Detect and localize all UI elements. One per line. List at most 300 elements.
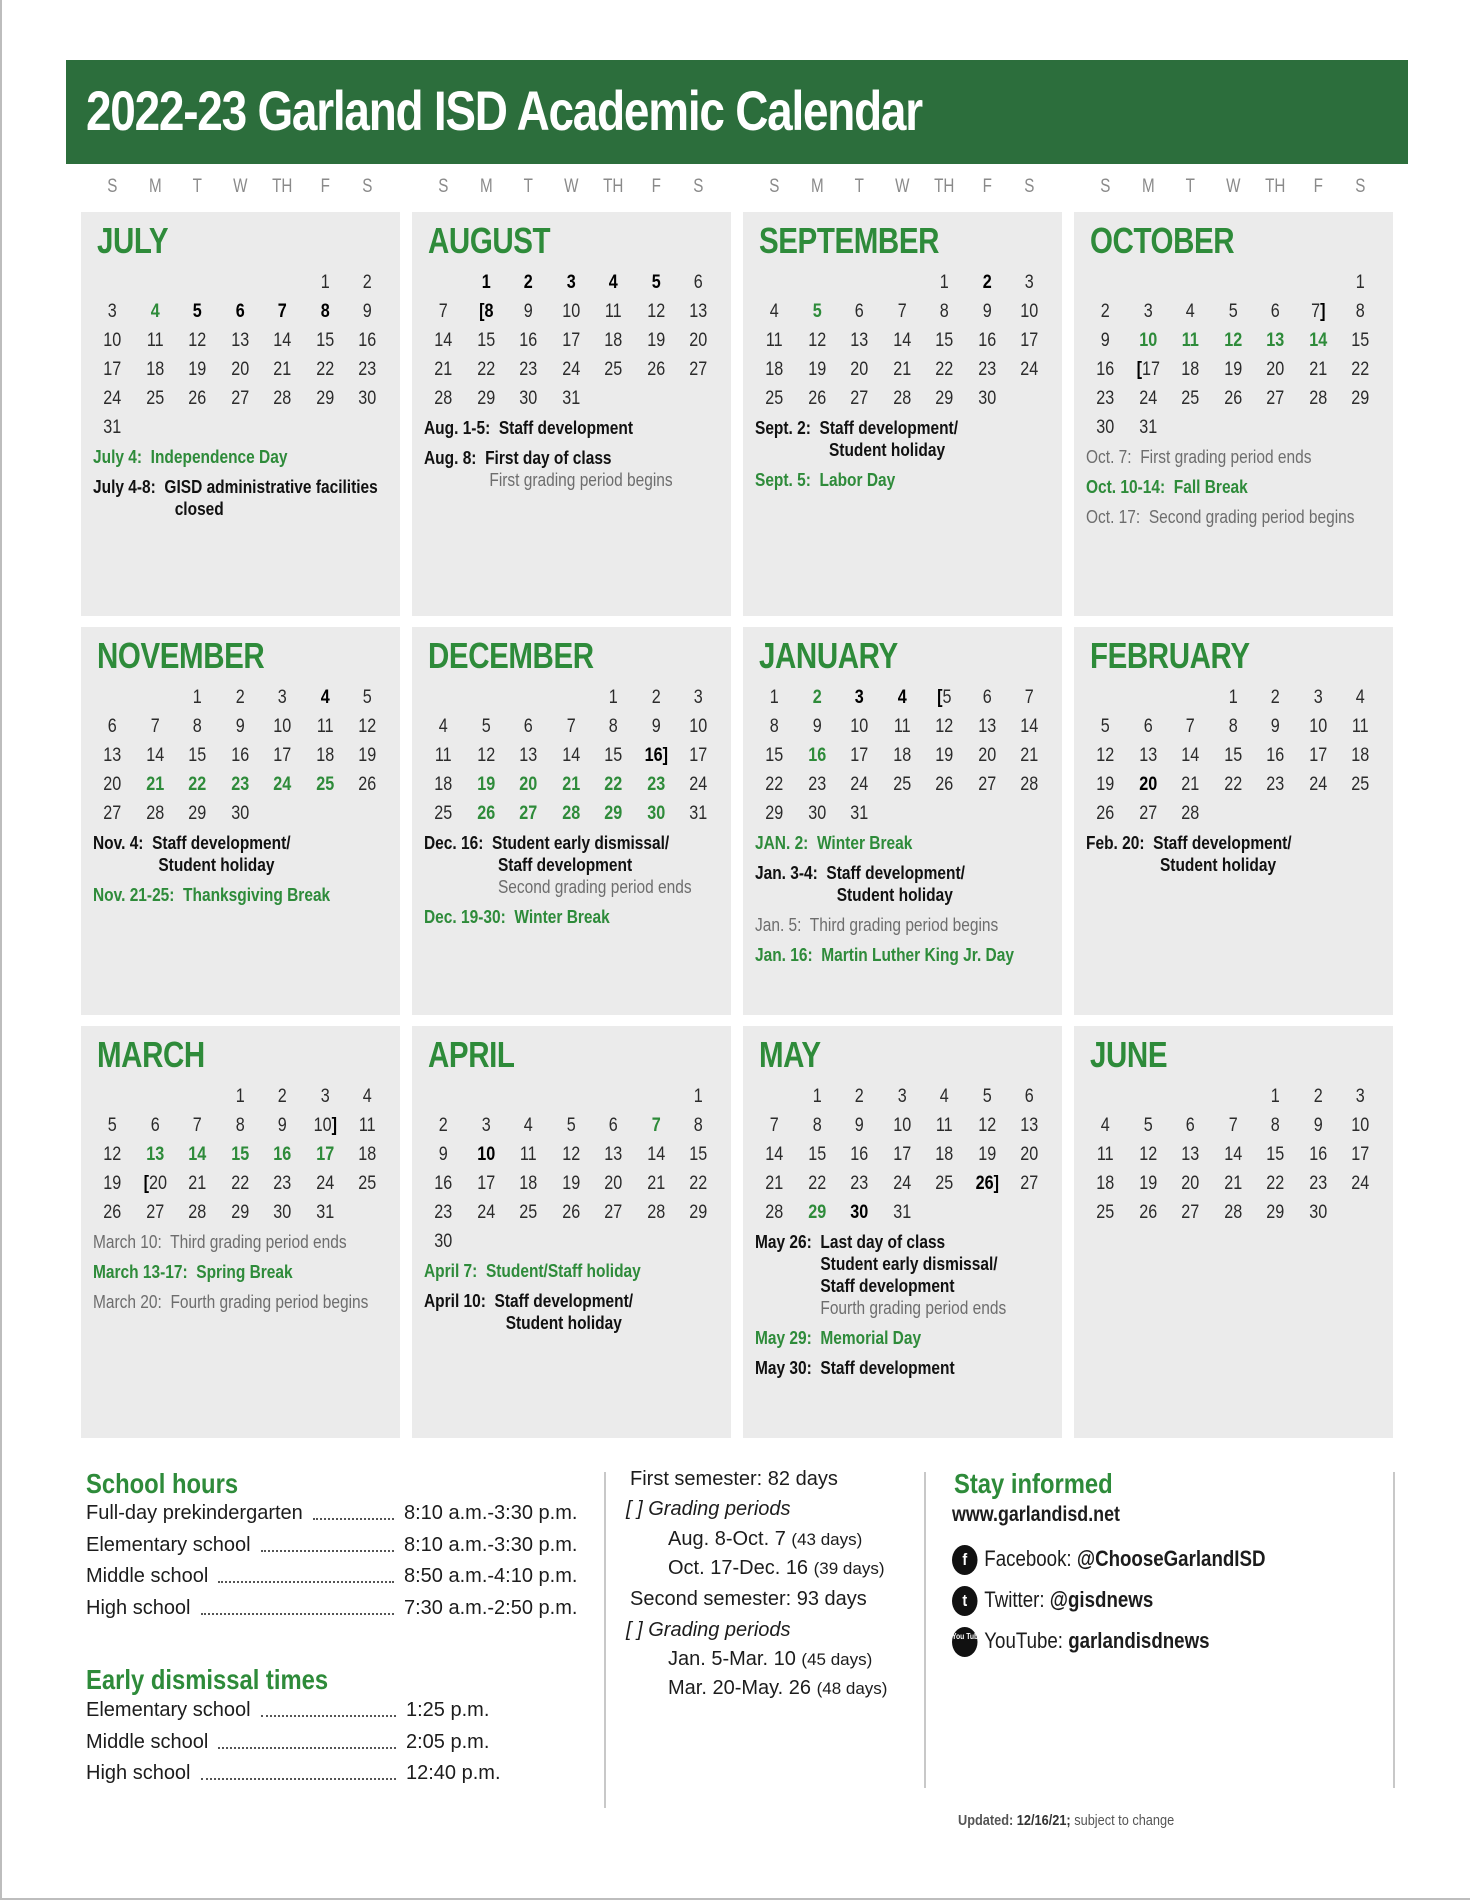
hours-value: 2:05 p.m. (406, 1730, 490, 1753)
calendar-day: 17 (273, 745, 292, 766)
day-grid (753, 268, 1051, 413)
hours-row (86, 1502, 586, 1532)
calendar-day: 15 (807, 1144, 826, 1165)
leader-dots (201, 1613, 394, 1615)
month-june (1074, 1026, 1393, 1438)
hours-label: Elementary school (86, 1533, 251, 1556)
empty-cell (1130, 268, 1166, 297)
month-notes (93, 446, 394, 528)
calendar-day: 9 (812, 716, 822, 737)
empty-cell (94, 1082, 130, 1111)
calendar-day: 22 (689, 1173, 708, 1194)
calendar-day: 18 (434, 774, 453, 795)
calendar-day: 1 (481, 272, 491, 293)
day-grid (91, 683, 389, 828)
calendar-day: 17 (103, 359, 122, 380)
hours-label: Middle school (86, 1730, 209, 1753)
calendar-day: 30 (434, 1231, 453, 1252)
calendar-day: 14 (145, 745, 164, 766)
calendar-day: 26 (562, 1202, 580, 1223)
calendar-day: 7 (192, 1115, 202, 1136)
empty-cell (468, 683, 504, 712)
weekday-label: W (232, 176, 248, 197)
calendar-day: 24 (476, 1202, 495, 1223)
first-period-1: Aug. 8-Oct. 7 (43 days) (668, 1528, 863, 1550)
calendar-day: 28 (765, 1202, 784, 1223)
website-link[interactable]: www.garlandisd.net (952, 1503, 1120, 1526)
calendar-day: 6 (1143, 716, 1153, 737)
calendar-day: 12 (476, 745, 495, 766)
calendar-day: 18 (765, 359, 784, 380)
month-name: APRIL (428, 1034, 515, 1075)
calendar-day: 6 (150, 1115, 160, 1136)
calendar-day: 6 (1185, 1115, 1195, 1136)
calendar-day: 6 (982, 687, 992, 708)
calendar-day: 29 (188, 803, 207, 824)
calendar-day: 1 (609, 687, 619, 708)
youtube-link[interactable]: You Tube YouTube: garlandisdnews (952, 1627, 1210, 1657)
day-grid (422, 683, 720, 828)
calendar-day: 7 (1228, 1115, 1238, 1136)
calendar-day: 10 (850, 716, 869, 737)
calendar-day: 5 (651, 272, 661, 293)
empty-cell (553, 683, 589, 712)
calendar-day: 23 (647, 774, 666, 795)
calendar-day: [8 (478, 301, 494, 322)
calendar-day: 27 (103, 803, 122, 824)
weekday-label: M (1141, 176, 1155, 197)
hours-row (86, 1534, 586, 1564)
calendar-day: 13 (1138, 745, 1157, 766)
calendar-day: 19 (476, 774, 495, 795)
calendar-note: JAN. 2: Winter Break (755, 833, 913, 853)
calendar-day: 22 (188, 774, 207, 795)
calendar-day: 23 (519, 359, 538, 380)
weekday-label: W (563, 176, 579, 197)
calendar-day: 10 (1351, 1115, 1370, 1136)
calendar-day: 22 (1351, 359, 1370, 380)
calendar-day: 19 (1138, 1173, 1157, 1194)
calendar-day: 8 (940, 301, 950, 322)
calendar-day: 15 (935, 330, 954, 351)
day-grid (753, 1082, 1051, 1227)
calendar-day: [17 (1136, 359, 1160, 380)
calendar-day: 13 (1020, 1115, 1039, 1136)
twitter-link[interactable]: t Twitter: @gisdnews (952, 1586, 1153, 1616)
divider-mid (924, 1472, 926, 1788)
calendar-day: 22 (935, 359, 954, 380)
calendar-day: 8 (769, 716, 779, 737)
calendar-note: Feb. 20: Staff development/ Student holiday (1086, 833, 1292, 875)
calendar-day: 18 (935, 1144, 954, 1165)
calendar-day: 1 (812, 1086, 822, 1107)
hours-row (86, 1762, 586, 1792)
calendar-day: 14 (1020, 716, 1039, 737)
calendar-day: 11 (316, 716, 334, 737)
second-grading-periods: [ ] Grading periods (626, 1619, 791, 1641)
calendar-day: 21 (1181, 774, 1200, 795)
calendar-day: 29 (316, 388, 335, 409)
weekday-label: TH (603, 176, 624, 197)
calendar-day: 4 (523, 1115, 533, 1136)
calendar-day: 6 (235, 301, 245, 322)
day-grid (753, 683, 1051, 828)
month-notes (424, 832, 725, 936)
calendar-day: 12 (1096, 745, 1115, 766)
calendar-day: 25 (893, 774, 911, 795)
weekday-header-row (422, 176, 720, 198)
calendar-day: 21 (1309, 359, 1328, 380)
leader-dots (313, 1518, 394, 1520)
calendar-day: 11 (893, 716, 911, 737)
leader-dots (218, 1581, 394, 1583)
weekday-label: S (1024, 176, 1035, 197)
month-name: NOVEMBER (97, 635, 265, 676)
calendar-day: 26 (807, 388, 826, 409)
calendar-day: 19 (188, 359, 207, 380)
empty-cell (179, 268, 215, 297)
calendar-day: 16 (1266, 745, 1285, 766)
calendar-day: 13 (978, 716, 997, 737)
weekday-label: T (192, 176, 203, 197)
calendar-day: 24 (1138, 388, 1157, 409)
leader-dots (201, 1778, 396, 1780)
calendar-day: 27 (145, 1202, 164, 1223)
month-name: JANUARY (759, 635, 898, 676)
empty-cell (1087, 683, 1123, 712)
calendar-day: 28 (273, 388, 292, 409)
calendar-day: 10 (1309, 716, 1328, 737)
calendar-day: 29 (765, 803, 784, 824)
weekday-label: M (810, 176, 824, 197)
calendar-day: 5 (481, 716, 491, 737)
calendar-day: 30 (273, 1202, 292, 1223)
calendar-day: 17 (316, 1144, 335, 1165)
calendar-day: 8 (694, 1115, 704, 1136)
calendar-note: May 29: Memorial Day (755, 1328, 922, 1348)
empty-cell (510, 1082, 546, 1111)
second-period-1: Jan. 5-Mar. 10 (45 days) (668, 1648, 873, 1670)
calendar-day: 16 (1096, 359, 1115, 380)
calendar-day: 30 (1309, 1202, 1328, 1223)
calendar-day: 10 (273, 716, 292, 737)
weekday-label: T (523, 176, 534, 197)
calendar-day: 26 (1224, 388, 1242, 409)
calendar-day: 8 (1356, 301, 1366, 322)
calendar-day: 19 (562, 1173, 580, 1194)
calendar-day: 6 (609, 1115, 619, 1136)
calendar-day: 29 (231, 1202, 249, 1223)
early-dismissal-heading: Early dismissal times (86, 1664, 329, 1695)
calendar-day: 8 (320, 301, 330, 322)
calendar-day: 28 (145, 803, 164, 824)
calendar-day: 18 (145, 359, 164, 380)
calendar-day: 11 (359, 1115, 377, 1136)
calendar-day: 30 (807, 803, 826, 824)
calendar-day: 15 (689, 1144, 708, 1165)
empty-cell (222, 268, 258, 297)
weekday-label: F (320, 176, 330, 197)
calendar-day: 9 (235, 716, 245, 737)
calendar-day: 13 (850, 330, 869, 351)
stay-informed-heading: Stay informed (954, 1468, 1113, 1499)
calendar-day: 27 (1020, 1173, 1039, 1194)
calendar-day: 20 (231, 359, 249, 380)
calendar-day: 23 (358, 359, 377, 380)
calendar-day: 25 (765, 388, 784, 409)
calendar-note: Jan. 3-4: Staff development/ Student holiday (755, 863, 965, 905)
title-bar (66, 60, 1408, 164)
calendar-day: 6 (854, 301, 864, 322)
hours-value: 12:40 p.m. (406, 1762, 501, 1784)
empty-cell (1087, 1082, 1123, 1111)
empty-cell (1300, 268, 1336, 297)
calendar-day: 2 (278, 1086, 288, 1107)
weekday-label: T (854, 176, 865, 197)
calendar-day: 11 (434, 745, 452, 766)
leader-dots (261, 1715, 396, 1717)
calendar-day: 7 (1025, 687, 1035, 708)
calendar-day: 20 (1138, 774, 1157, 795)
calendar-day: 10 (103, 330, 122, 351)
month-notes (755, 832, 1056, 974)
day-grid (1084, 268, 1382, 442)
calendar-note: Aug. 8: First day of class First grading period begins (424, 448, 673, 490)
calendar-day: 2 (235, 687, 245, 708)
calendar-day: 28 (1181, 803, 1200, 824)
leader-dots (218, 1747, 396, 1749)
calendar-day: 4 (940, 1086, 950, 1107)
first-period-2: Oct. 17-Dec. 16 (39 days) (668, 1557, 885, 1579)
calendar-day: 10 (689, 716, 708, 737)
calendar-day: 21 (562, 774, 580, 795)
twitter-icon: t (952, 1586, 978, 1616)
calendar-day: 8 (235, 1115, 245, 1136)
calendar-day: 21 (765, 1173, 784, 1194)
calendar-day: 28 (188, 1202, 207, 1223)
calendar-day: 23 (978, 359, 997, 380)
calendar-day: 28 (1020, 774, 1039, 795)
calendar-day: 13 (231, 330, 249, 351)
calendar-day: 31 (689, 803, 708, 824)
calendar-day: 20 (850, 359, 869, 380)
calendar-day: 1 (694, 1086, 704, 1107)
calendar-day: 5 (812, 301, 822, 322)
weekday-label: S (362, 176, 373, 197)
calendar-note: May 30: Staff development (755, 1358, 955, 1378)
hours-row (86, 1699, 586, 1729)
empty-cell (179, 1082, 215, 1111)
calendar-day: 18 (358, 1144, 377, 1165)
calendar-day: 12 (562, 1144, 580, 1165)
calendar-day: 12 (1224, 330, 1242, 351)
calendar-note: Dec. 16: Student early dismissal/ Staff development Second grading period ends (424, 833, 692, 897)
calendar-day: 4 (438, 716, 448, 737)
calendar-day: 15 (188, 745, 207, 766)
calendar-day: 26 (358, 774, 377, 795)
empty-cell (1172, 268, 1208, 297)
calendar-day: 17 (850, 745, 869, 766)
weekday-label: F (1313, 176, 1323, 197)
calendar-day: 12 (647, 301, 666, 322)
calendar-day: 9 (363, 301, 373, 322)
calendar-day: 7 (769, 1115, 779, 1136)
calendar-day: 5 (1228, 301, 1238, 322)
calendar-day: 30 (231, 803, 249, 824)
weekday-header-row (753, 176, 1051, 198)
month-name: DECEMBER (428, 635, 594, 676)
calendar-day: 2 (812, 687, 822, 708)
calendar-day: 27 (978, 774, 997, 795)
calendar-day: 22 (231, 1173, 249, 1194)
calendar-day: 12 (103, 1144, 122, 1165)
month-notes (755, 1231, 1056, 1387)
calendar-day: 16 (850, 1144, 869, 1165)
calendar-day: 26 (188, 388, 207, 409)
weekday-header-row (91, 176, 389, 198)
calendar-day: 23 (434, 1202, 453, 1223)
month-notes (1086, 446, 1387, 536)
calendar-day: 28 (434, 388, 453, 409)
calendar-day: 3 (107, 301, 117, 322)
calendar-day: 23 (850, 1173, 869, 1194)
calendar-day: 30 (647, 803, 666, 824)
calendar-day: 21 (145, 774, 164, 795)
calendar-day: 2 (363, 272, 373, 293)
calendar-day: 11 (605, 301, 622, 322)
calendar-day: 19 (103, 1173, 122, 1194)
calendar-day: 4 (1100, 1115, 1110, 1136)
calendar-day: 9 (523, 301, 533, 322)
calendar-day: 10 (562, 301, 580, 322)
weekday-label: S (769, 176, 780, 197)
calendar-note: April 7: Student/Staff holiday (424, 1261, 641, 1281)
empty-cell (553, 1082, 589, 1111)
calendar-day: 31 (103, 417, 122, 438)
calendar-day: 27 (231, 388, 249, 409)
calendar-day: 9 (651, 716, 661, 737)
day-grid (1084, 1082, 1382, 1227)
calendar-note: March 10: Third grading period ends (93, 1232, 347, 1252)
calendar-day: 3 (278, 687, 288, 708)
calendar-note: Sept. 5: Labor Day (755, 470, 896, 490)
calendar-day: 6 (107, 716, 117, 737)
calendar-day: 7 (1185, 716, 1195, 737)
calendar-day: 26 (935, 774, 954, 795)
calendar-day: 17 (476, 1173, 495, 1194)
calendar-day: [5 (937, 687, 952, 708)
hours-row (86, 1565, 586, 1595)
calendar-day: 20 (1181, 1173, 1200, 1194)
weekday-label: M (148, 176, 162, 197)
calendar-note: May 26: Last day of class Student early dismissal/ Staff development Fourth grading period ends (755, 1232, 1007, 1318)
calendar-day: 25 (358, 1173, 377, 1194)
calendar-day: 20 (1266, 359, 1285, 380)
calendar-day: 19 (1096, 774, 1115, 795)
calendar-day: 1 (1271, 1086, 1281, 1107)
empty-cell (595, 1082, 631, 1111)
calendar-day: 27 (1138, 803, 1157, 824)
empty-cell (137, 1082, 173, 1111)
empty-cell (137, 683, 173, 712)
calendar-day: 9 (854, 1115, 864, 1136)
calendar-day: 18 (519, 1173, 538, 1194)
calendar-day: 4 (363, 1086, 373, 1107)
calendar-day: 24 (689, 774, 708, 795)
second-period-2: Mar. 20-May. 26 (48 days) (668, 1677, 888, 1699)
hours-value: 7:30 a.m.-2:50 p.m. (404, 1596, 578, 1619)
empty-cell (1087, 268, 1123, 297)
calendar-day: 9 (1100, 330, 1110, 351)
month-name: JULY (97, 220, 169, 261)
facebook-link[interactable]: f Facebook: @ChooseGarlandISD (952, 1545, 1265, 1575)
calendar-day: 30 (978, 388, 997, 409)
calendar-day: 16] (644, 745, 668, 766)
empty-cell (425, 1082, 461, 1111)
empty-cell (94, 683, 130, 712)
calendar-day: 16 (358, 330, 377, 351)
month-notes (424, 417, 725, 499)
calendar-day: 6 (694, 272, 704, 293)
calendar-day: 30 (850, 1202, 869, 1223)
calendar-day: 28 (1309, 388, 1328, 409)
calendar-day: 24 (103, 388, 122, 409)
calendar-day: 31 (562, 388, 580, 409)
calendar-day: 7 (150, 716, 160, 737)
hours-label: High school (86, 1596, 191, 1619)
calendar-note: Oct. 10-14: Fall Break (1086, 477, 1248, 497)
calendar-day: 25 (935, 1173, 954, 1194)
calendar-day: 14 (893, 330, 911, 351)
calendar-day: 24 (562, 359, 580, 380)
month-february (1074, 627, 1393, 1015)
calendar-day: 29 (689, 1202, 708, 1223)
month-name: FEBRUARY (1090, 635, 1250, 676)
calendar-day: 6 (1025, 1086, 1035, 1107)
calendar-day: 25 (519, 1202, 538, 1223)
calendar-day: 12 (1138, 1144, 1157, 1165)
first-semester: First semester: 82 days (630, 1468, 838, 1490)
calendar-day: 25 (145, 388, 164, 409)
calendar-day: 24 (1309, 774, 1328, 795)
calendar-day: 31 (1138, 417, 1157, 438)
calendar-day: 18 (604, 330, 623, 351)
calendar-day: 4 (1185, 301, 1195, 322)
calendar-day: 30 (519, 388, 538, 409)
hours-row (86, 1731, 586, 1761)
calendar-day: 17 (1351, 1144, 1370, 1165)
empty-cell (510, 683, 546, 712)
month-july (81, 212, 400, 616)
calendar-day: 11 (1352, 716, 1370, 737)
calendar-day: 8 (1271, 1115, 1281, 1136)
school-hours-heading: School hours (86, 1468, 239, 1499)
calendar-day: 7] (1310, 301, 1326, 322)
calendar-day: 16 (519, 330, 538, 351)
calendar-day: 25 (434, 803, 453, 824)
calendar-day: 14 (273, 330, 292, 351)
calendar-day: 13 (1181, 1144, 1200, 1165)
calendar-day: 8 (812, 1115, 822, 1136)
calendar-day: 29 (1351, 388, 1370, 409)
calendar-day: 18 (1351, 745, 1370, 766)
calendar-day: 23 (231, 774, 249, 795)
calendar-note: Oct. 17: Second grading period begins (1086, 507, 1355, 527)
calendar-day: 30 (1096, 417, 1115, 438)
calendar-day: 8 (609, 716, 619, 737)
calendar-day: 22 (765, 774, 784, 795)
calendar-day: 1 (1228, 687, 1238, 708)
